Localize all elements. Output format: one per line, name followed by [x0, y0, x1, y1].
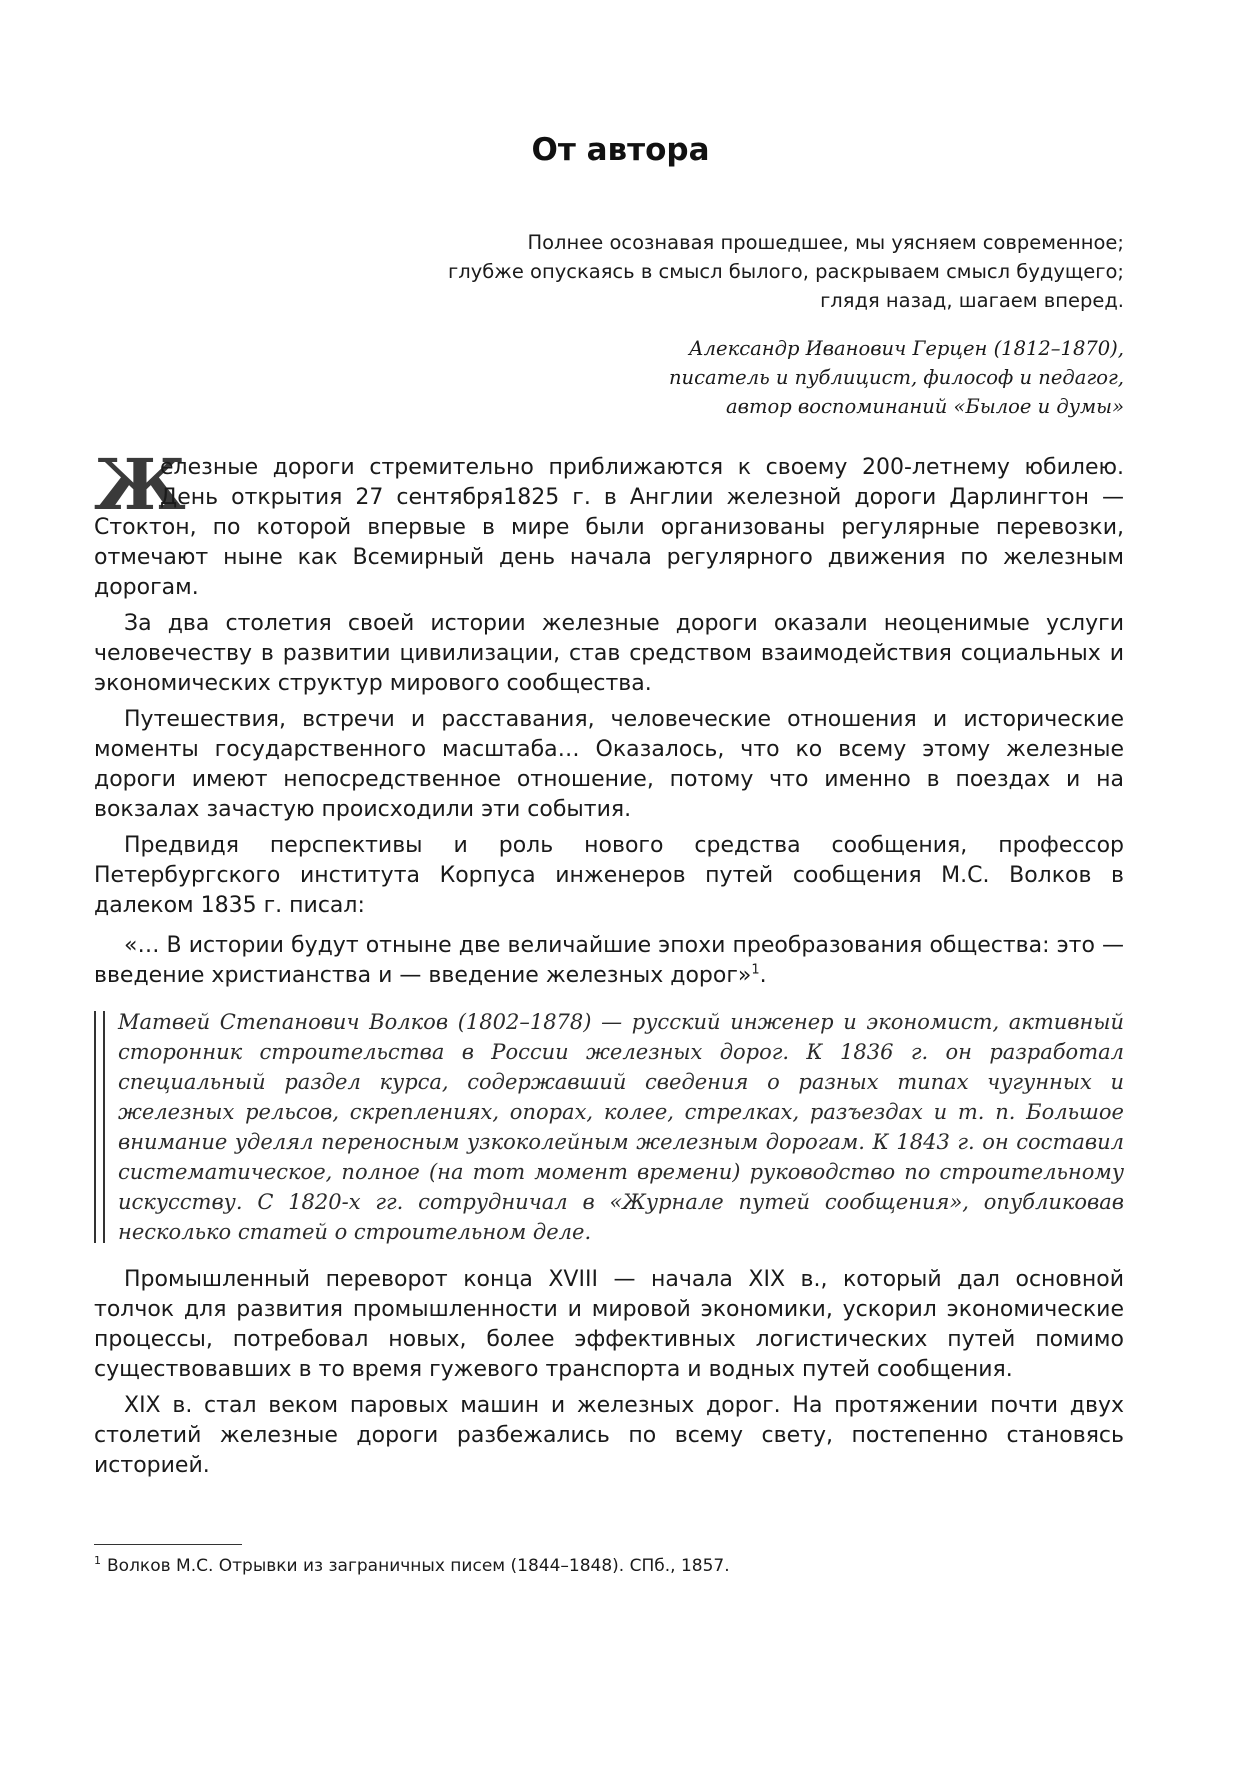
epigraph-line: глубже опускаясь в смысл былого, раскрываем смысл будущего;	[448, 260, 1124, 283]
epigraph-line: глядя назад, шагаем вперед.	[820, 289, 1124, 312]
biographical-note	[94, 1007, 1124, 1247]
quotation-text: «… В истории будут отныне две величайшие эпохи преобразования общества: это — введение христианства и — введение железных дорог»	[94, 933, 1124, 988]
quotation-end: .	[759, 963, 767, 988]
attribution-line: писатель и публицист, философ и педагог,	[669, 366, 1124, 389]
footnote-text: Волков М.С. Отрывки из заграничных писем (1844–1848). СПб., 1857.	[107, 1556, 730, 1576]
note-sidebar-rule	[94, 1011, 105, 1243]
paragraph: Путешествия, встречи и расставания, человеческие отношения и исторические моменты государственного масштаба… Оказалось, что ко всему этому железные дороги имеют непосредственное отношение, потому что именно в поездах и на вокзалах зачастую происходили эти события.	[94, 707, 1124, 822]
paragraph: За два столетия своей истории железные дороги оказали неоценимые услуги человечеству в развитии цивилизации, став средством взаимодействия социальных и экономических структур мирового сообщества.	[94, 611, 1124, 696]
quotation	[94, 931, 1124, 991]
paragraph: Промышленный переворот конца XVIII — начала XIX в., который дал основной толчок для развития промышленности и мировой экономики, ускорил экономические процессы, потребовал новых, более эффективных логистических путей помимо существовавших в то время гужевого транспорта и водных путей сообщения.	[94, 1267, 1124, 1382]
footnote-reference: 1	[751, 962, 760, 978]
epigraph	[448, 228, 1124, 315]
footnote	[94, 1556, 730, 1576]
body-text	[94, 443, 1124, 1487]
note-text: Матвей Степанович Волков (1802–1878) — русский инженер и экономист, активный сторонник строительства в России железных дорог. К 1836 г. он разработал специальный раздел курса, содержавший сведения о разных типах чугунных и железных рельсов, скреплениях, опорах, колее, стрелках, разъездах и т. п. Большое внимание уделял переносным узкоколейным железным дорогам. К 1843 г. он составил систематическое, полное (на тот момент времени) руководство по строительному искусству. С 1820-х гг. сотрудничал в «Журнале путей сообщения», опубликовав несколько статей о строительном деле.	[118, 1010, 1124, 1244]
attribution-line: Александр Иванович Герцен (1812–1870),	[688, 337, 1124, 360]
footnote-mark: 1	[94, 1554, 101, 1568]
paragraph	[94, 443, 1124, 603]
footnote-divider	[94, 1544, 242, 1545]
paragraph-text: елезные дороги стремительно приближаются к своему 200-летнему юбилею. День открытия 27 сентября1825 г. в Англии железной дороги Дарлингтон — Стоктон, по которой впервые в мире были организованы регулярные перевозки, отмечают ныне как Всемирный день начала регулярного движения по железным дорогам.	[94, 455, 1124, 600]
paragraph: Предвидя перспективы и роль нового средства сообщения, профессор Петербургского института Корпуса инженеров путей сообщения М.С. Волков в далеком 1835 г. писал:	[94, 833, 1124, 918]
epigraph-line: Полнее осознавая прошедшее, мы уясняем современное;	[527, 231, 1124, 254]
page-title: От автора	[531, 132, 710, 168]
epigraph-attribution	[669, 334, 1124, 421]
paragraph: XIX в. стал веком паровых машин и железных дорог. На протяжении почти двух столетий железные дороги разбежались по всему свету, постепенно становясь историей.	[94, 1393, 1124, 1478]
attribution-line: автор воспоминаний «Былое и думы»	[726, 395, 1124, 418]
dropcap-letter: Ж	[94, 443, 186, 526]
